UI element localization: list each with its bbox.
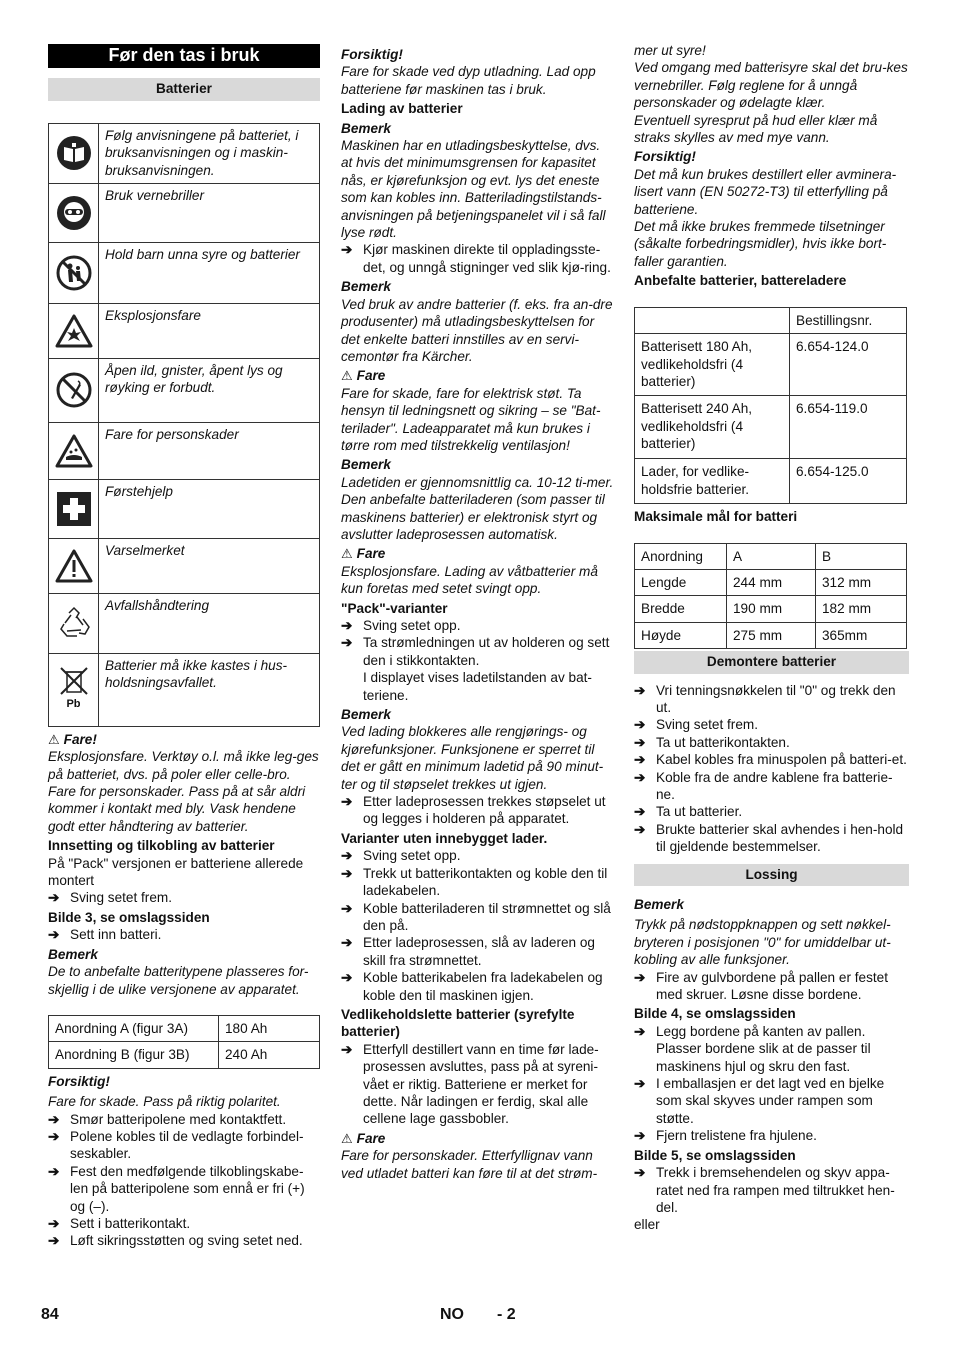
note-text: Ved lading blokkeres alle rengjørings- og kjørefunksjoner. Funksjonene er sperret til det er gått en minimum ladetid på 90 minut-ter og til støpselet trekkes ut igjen. xyxy=(341,724,604,792)
arrow-right-icon: ➔ xyxy=(634,1165,646,1181)
column-1 xyxy=(48,44,320,1250)
table-cell xyxy=(635,307,790,333)
variants-heading: Varianter uten innebygget lader. xyxy=(341,830,548,846)
note-heading: Bemerk xyxy=(48,946,98,962)
symbol-row xyxy=(49,593,320,653)
fare-text: Eksplosjonsfare. Verktøy o.l. må ikke leg-ges på batteriet, dvs. på poler eller celle-bro. xyxy=(48,749,319,782)
note-heading: Bemerk xyxy=(341,279,391,295)
explosion-icon xyxy=(49,303,99,358)
table-cell: Anordning xyxy=(635,543,727,569)
table-row xyxy=(635,396,907,459)
arrow-right-icon: ➔ xyxy=(341,635,353,651)
warning-icon: ⚠ xyxy=(341,546,353,562)
table-cell: Lader, for vedlike-holdsfrie batterier. xyxy=(635,459,790,504)
table-cell: 244 mm xyxy=(727,569,816,595)
table-row xyxy=(635,596,907,622)
arrow-right-icon: ➔ xyxy=(634,969,646,985)
table-cell: Høyde xyxy=(635,622,727,648)
step: ➔ Ta strømledningen ut av holderen og sett den i stikkontakten. xyxy=(341,635,610,668)
symbol-text: Batterier må ikke kastes i hus-holdsningsavfallet. xyxy=(99,653,320,726)
symbol-row xyxy=(49,242,320,303)
continued-text-3: Eventuell syresprut på hud eller klær må straks skylles av med mye vann. xyxy=(634,112,878,146)
insert-heading: Innsetting og tilkobling av batterier xyxy=(48,838,275,854)
corrosive-icon xyxy=(49,422,99,479)
arrow-right-icon: ➔ xyxy=(341,865,353,881)
recommended-heading: Anbefalte batterier, battereladere xyxy=(634,273,847,289)
symbol-text: Følg anvisningene på batteriet, i bruksanvisningen og i maskin-bruksanvisningen. xyxy=(99,123,320,183)
symbol-text: Førstehjelp xyxy=(99,479,320,538)
arrow-right-icon: ➔ xyxy=(341,794,353,810)
arrow-right-icon: ➔ xyxy=(341,900,353,916)
symbol-row xyxy=(49,183,320,242)
arrow-right-icon: ➔ xyxy=(341,618,353,633)
warning-icon: ⚠ xyxy=(341,1130,353,1146)
symbol-text: Varselmerket xyxy=(99,538,320,593)
maintenance-heading: Vedlikeholdslette batterier (syrefylte batterier) xyxy=(341,1006,575,1040)
step: ➔ Fjern trelistene fra hjulene. xyxy=(634,1128,817,1144)
step: ➔ Kabel kobles fra minuspolen på batteri-et. xyxy=(634,752,907,768)
table-cell: B xyxy=(816,543,907,569)
language-code: NO xyxy=(440,1306,464,1323)
arrow-right-icon: ➔ xyxy=(48,1233,60,1249)
step: ➔ Koble fra de andre kablene fra batterie-ne. xyxy=(634,769,893,802)
table-cell: 180 Ah xyxy=(219,1015,320,1041)
arrow-right-icon: ➔ xyxy=(48,927,60,943)
continued-text: mer ut syre! xyxy=(634,43,706,58)
arrow-right-icon: ➔ xyxy=(634,821,646,837)
step: ➔ Fest den medfølgende tilkoblingskabe-len på batteripolene som ennå er fri (+) og (–). xyxy=(48,1163,305,1214)
danger-text: Eksplosjonsfare. Lading av våtbatterier må kun foretas med setet svingt opp. xyxy=(341,563,598,597)
note-text: Ladetiden er gjennomsnittlig ca. 10-12 ti-mer. xyxy=(341,474,614,490)
batterier-heading: Batterier xyxy=(48,78,320,100)
step: ➔ Koble batteriladeren til strømnettet og slå den på. xyxy=(341,900,611,933)
arrow-right-icon: ➔ xyxy=(48,890,60,906)
table-cell: 6.654-125.0 xyxy=(790,459,907,504)
table-cell: 275 mm xyxy=(727,622,816,648)
fare-text-2: Fare for personskader. Pass på at sår aldri kommer i kontakt med bly. Vask hendene godt etter håndtering av batterier. xyxy=(48,784,306,834)
step: ➔ Legg bordene på kanten av pallen. Plasser bordene slik at de passer til maskinens hjul og skru den fast. xyxy=(634,1023,871,1074)
dimensions-table xyxy=(634,543,907,650)
pack-heading: "Pack"-varianter xyxy=(341,600,448,616)
table-row xyxy=(635,543,907,569)
insert-text: På "Pack" versjonen er batteriene allerede montert xyxy=(48,855,304,889)
table-cell: Batterisett 180 Ah, vedlikeholdsfri (4 batterier) xyxy=(635,334,790,396)
figure-ref: Bilde 5, se omslagssiden xyxy=(634,1147,796,1163)
table-cell: Bredde xyxy=(635,596,727,622)
table-cell: Lengde xyxy=(635,569,727,595)
table-row xyxy=(635,459,907,504)
caution-text: Det må kun brukes destillert eller avminera-lisert vann (EN 50272-T3) til etterfylling på batteriene. xyxy=(634,166,897,217)
page-number: 84 xyxy=(41,1306,59,1323)
step: ➔ Ta ut batterikontakten. xyxy=(634,734,790,750)
fare-heading: ⚠ Fare! xyxy=(48,731,97,747)
no-children-icon xyxy=(49,242,99,303)
note-text: Maskinen har en utladingsbeskyttelse, dvs. at hvis det minimumsgrensen for kapasitet nås, er kjørefunksjon og evt. lys det eneste som kan kobles inn. Batteriladingstilstands-anvisningen på betjeningspanelet vil i så fall lyse rødt. xyxy=(341,138,606,241)
step: ➔ Trekk i bremsehendelen og skyv appa-ratet ned fra rampen med tiltrukket hen-del. xyxy=(634,1165,895,1215)
arrow-right-icon: ➔ xyxy=(634,769,646,785)
arrow-right-icon: ➔ xyxy=(634,804,646,820)
step: ➔ Sving setet frem. xyxy=(634,717,758,733)
manual-icon xyxy=(49,123,99,183)
danger-heading: ⚠ Fare xyxy=(341,1130,386,1146)
figure-ref: Bilde 3, se omslagssiden xyxy=(48,909,210,925)
arrow-right-icon: ➔ xyxy=(341,242,353,258)
step: ➔ Ta ut batterier. xyxy=(634,804,743,820)
arrow-right-icon: ➔ xyxy=(341,970,353,986)
symbol-row xyxy=(49,538,320,593)
figure-ref: Bilde 4, se omslagssiden xyxy=(634,1006,796,1022)
arrow-right-icon: ➔ xyxy=(48,1215,60,1231)
note-text: Ved bruk av andre batterier (f. eks. fra an-dre produsenter) må utladingsbeskyttelsen for det enkelte batteri innstilles av en servi-cemontør fra Kärcher. xyxy=(341,296,613,364)
table-cell: Batterisett 240 Ah, vedlikeholdsfri (4 batterier) xyxy=(635,396,790,459)
arrow-right-icon: ➔ xyxy=(634,1128,646,1144)
caution-heading: Forsiktig! xyxy=(634,149,696,165)
symbol-text: Bruk vernebriller xyxy=(99,183,320,242)
arrangement-table xyxy=(48,1015,320,1069)
symbol-row xyxy=(49,123,320,183)
symbol-row xyxy=(49,653,320,726)
eller-text: eller xyxy=(634,1217,660,1233)
step: ➔ Smør batteripolene med kontaktfett. xyxy=(48,1111,287,1127)
symbol-text: Eksplosjonsfare xyxy=(99,303,320,358)
step: ➔ Sving setet opp. xyxy=(341,848,461,864)
table-cell: 182 mm xyxy=(816,596,907,622)
step: ➔ Polene kobles til de vedlagte forbindel-seskabler. xyxy=(48,1128,304,1162)
step: ➔ Sett inn batteri. xyxy=(48,927,162,943)
table-cell: 6.654-119.0 xyxy=(790,396,907,459)
lading-heading: Lading av batterier xyxy=(341,101,463,117)
step: ➔ Sving setet frem. xyxy=(48,890,172,906)
step: ➔ Fire av gulvbordene på pallen er festet med skruer. Løsne disse bordene. xyxy=(634,969,888,1003)
order-table xyxy=(634,307,907,504)
danger-heading: ⚠ Fare xyxy=(341,546,386,562)
no-fire-icon xyxy=(49,358,99,422)
arrow-right-icon: ➔ xyxy=(634,682,646,698)
goggles-icon xyxy=(49,183,99,242)
symbol-row xyxy=(49,479,320,538)
arrow-right-icon: ➔ xyxy=(48,1111,60,1127)
arrow-right-icon: ➔ xyxy=(341,935,353,951)
max-dims-heading: Maksimale mål for batteri xyxy=(634,509,798,525)
step: ➔ I emballasjen er det lagt ved en bjelke som skal skyves under rampen som støtte. xyxy=(634,1076,885,1126)
table-cell: 6.654-124.0 xyxy=(790,334,907,396)
recycling-icon xyxy=(49,593,99,653)
arrow-right-icon: ➔ xyxy=(341,1041,353,1057)
lossing-heading: Lossing xyxy=(634,864,909,886)
table-cell: 190 mm xyxy=(727,596,816,622)
column-3 xyxy=(634,42,909,1234)
note-text: De to anbefalte batteritypene plasseres for-skjellig i de ulike versjonene av apparatet. xyxy=(48,964,309,997)
section-title: Før den tas i bruk xyxy=(48,44,320,68)
step: ➔ Koble batterikabelen fra ladekabelen og koble den til maskinen igjen. xyxy=(341,970,603,1003)
first-aid-icon xyxy=(49,479,99,538)
table-row xyxy=(49,1042,320,1068)
arrow-right-icon: ➔ xyxy=(48,1163,60,1179)
warning-icon xyxy=(49,538,99,593)
danger-text: Fare for personskader. Etterfyllignav vann ved utladet batteri kan føre til at det strøm- xyxy=(341,1148,598,1181)
step-note: I displayet vises ladetilstanden av bat-teriene. xyxy=(363,670,592,703)
table-header: Bestillingsnr. xyxy=(790,307,907,333)
step: ➔ Brukte batterier skal avhendes i hen-hold til gjeldende bestemmelser. xyxy=(634,821,904,855)
arrow-right-icon: ➔ xyxy=(634,752,646,768)
table-cell: Anordning A (figur 3A) xyxy=(49,1015,219,1041)
step: ➔ Etter ladeprosessen, slå av laderen og skill fra strømnettet. xyxy=(341,935,595,968)
step: ➔ Løft sikringsstøtten og sving setet ned. xyxy=(48,1233,303,1249)
table-row xyxy=(635,334,907,396)
table-cell: A xyxy=(727,543,816,569)
symbol-row xyxy=(49,358,320,422)
danger-text: Fare for skade, fare for elektrisk støt. Ta hensyn til ledningsnett og sikring – se "Bat-terilader". Ladeapparatet må kun brukes i tørre rom med tilstrekkelig ventilasjon! xyxy=(341,385,601,453)
note-text: Trykk på nødstoppknappen og sett nøkkel-bryteren i posisjonen "0" for umiddelbar ut-kobling av alle funksjoner. xyxy=(634,917,891,968)
danger-heading: ⚠ Fare xyxy=(341,368,386,384)
warning-icon: ⚠ xyxy=(48,731,60,747)
table-header-row xyxy=(635,307,907,333)
table-cell: Anordning B (figur 3B) xyxy=(49,1042,219,1068)
step: ➔ Kjør maskinen direkte til oppladingsste-det, og unngå stigninger ved slik kjø-ring. xyxy=(341,242,611,275)
warning-icon: ⚠ xyxy=(341,368,353,384)
symbol-table xyxy=(48,123,320,727)
note-heading: Bemerk xyxy=(341,120,391,136)
arrow-right-icon: ➔ xyxy=(634,734,646,750)
note-text-2: Den anbefalte batteriladeren (som passer til maskinens batterier) er elektronisk styrt og avslutter ladeprosessen automatisk. xyxy=(341,492,605,542)
continued-text-2: Ved omgang med batterisyre skal det bru-kes vernebriller. Følg reglene for å unngå personskader og ødelagte klær. xyxy=(634,60,908,111)
note-heading: Bemerk xyxy=(341,707,391,723)
arrow-right-icon: ➔ xyxy=(634,717,646,733)
demount-heading: Demontere batterier xyxy=(634,651,909,673)
symbol-text: Avfallshåndtering xyxy=(99,593,320,653)
arrow-right-icon: ➔ xyxy=(341,848,353,864)
arrow-right-icon: ➔ xyxy=(634,1023,646,1039)
caution-heading: Forsiktig! xyxy=(48,1073,110,1089)
table-row xyxy=(635,569,907,595)
step: ➔ Sving setet opp. xyxy=(341,618,461,633)
table-cell: 312 mm xyxy=(816,569,907,595)
step: ➔ Etter ladeprosessen trekkes støpselet ut og legges i holderen på apparatet. xyxy=(341,794,606,827)
symbol-row xyxy=(49,422,320,479)
arrow-right-icon: ➔ xyxy=(634,1076,646,1092)
pb-label: Pb xyxy=(66,698,81,711)
caution-text: Fare for skade ved dyp utladning. Lad opp batteriene før maskinen tas i bruk. xyxy=(341,64,596,97)
arrow-right-icon: ➔ xyxy=(48,1128,60,1144)
table-row xyxy=(49,1015,320,1041)
no-bin-icon xyxy=(49,653,99,726)
column-2 xyxy=(341,44,614,1182)
caution-heading: Forsiktig! xyxy=(341,47,403,62)
note-heading: Bemerk xyxy=(341,457,391,473)
table-cell: 240 Ah xyxy=(219,1042,320,1068)
table-cell: 365mm xyxy=(816,622,907,648)
caution-text: Fare for skade. Pass på riktig polaritet. xyxy=(48,1094,281,1110)
symbol-text: Åpen ild, gnister, åpent lys og røyking er forbudt. xyxy=(99,358,320,422)
sub-page: - 2 xyxy=(497,1306,516,1323)
step: ➔ Vri tenningsnøkkelen til "0" og trekk den ut. xyxy=(634,682,896,715)
symbol-text: Hold barn unna syre og batterier xyxy=(99,242,320,303)
step: ➔ Trekk ut batterikontakten og koble den til ladekabelen. xyxy=(341,865,608,899)
note-heading: Bemerk xyxy=(634,897,684,912)
table-row xyxy=(635,622,907,648)
step: ➔ Sett i batterikontakt. xyxy=(48,1215,191,1231)
symbol-row xyxy=(49,303,320,358)
step: ➔ Etterfyll destillert vann en time før lade-prosessen avsluttes, pass på at syreni-vået er riktig. Batteriene er merket for dette. Når ladingen er ferdig, skal alle cellene lage gassbobler. xyxy=(341,1041,599,1127)
symbol-text: Fare for personskader xyxy=(99,422,320,479)
caution-text-2: Det må ikke brukes fremmede tilsetninger (såkalte forbedringsmidler), hvis ikke bort-faller garantien. xyxy=(634,219,887,269)
